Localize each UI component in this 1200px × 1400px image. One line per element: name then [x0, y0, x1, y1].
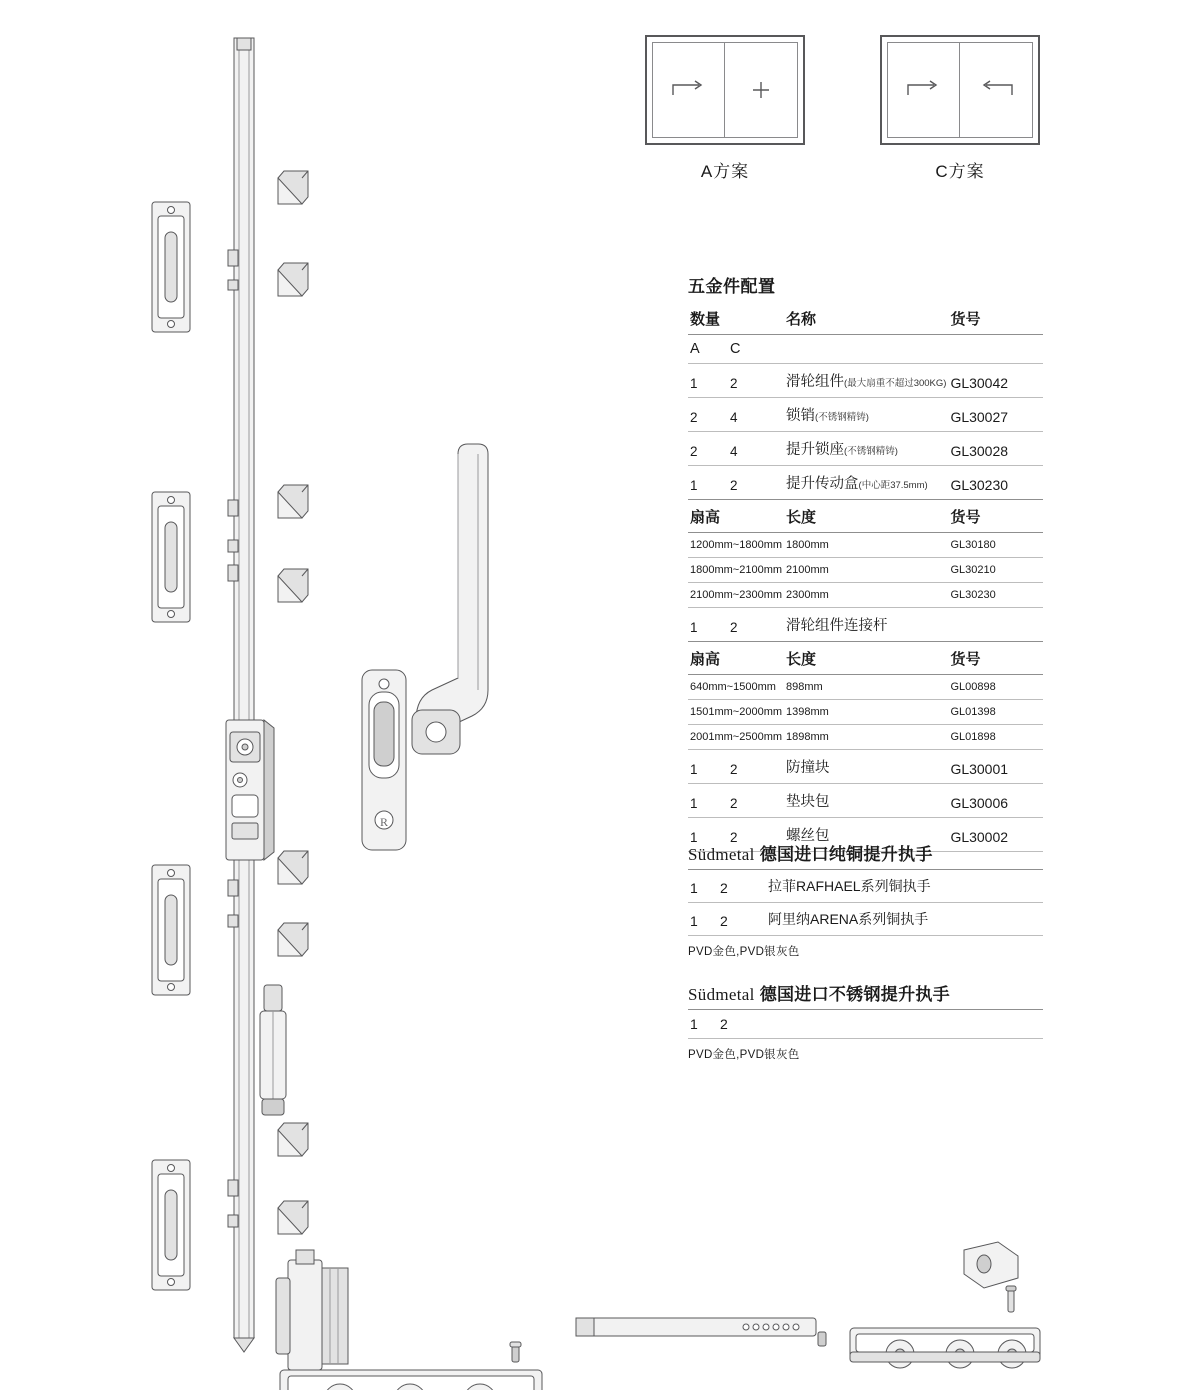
arrow-left-hook-icon [976, 79, 1016, 101]
table-row [688, 903, 1043, 936]
handle-drawing [362, 444, 488, 850]
brand-logo: Südmetal [688, 985, 755, 1004]
scheme-c-block [880, 35, 1040, 182]
cell-qty-c: 2 [728, 784, 784, 818]
cell-name: 提升传动盒(中心距37.5mm) [784, 466, 948, 500]
header-fan-height: 扇高 [688, 500, 784, 533]
cell-code: GL30230 [948, 583, 1043, 608]
cell-qty-a: 1 [688, 364, 728, 398]
table-row-connector [688, 608, 1043, 642]
cell-qty-c: 2 [718, 870, 766, 903]
scheme-a-caption: A方案 [700, 162, 750, 181]
cell-qty-a: 1 [688, 750, 728, 784]
table-row [688, 750, 1043, 784]
cell-length: 898mm [784, 675, 948, 700]
brass-handle-finish-note: PVD金色,PVD银灰色 [688, 946, 800, 958]
cell-qty-c: 2 [718, 1010, 766, 1039]
main-drive-rod [226, 38, 274, 1352]
scheme-a-frame [645, 35, 805, 145]
hardware-config-title: 五金件配置 [688, 277, 776, 296]
arrow-right-hook-icon [904, 79, 944, 101]
scheme-c-pane-2 [960, 43, 1032, 137]
cell-name [766, 1010, 1043, 1039]
plus-icon [741, 79, 781, 101]
steel-handle-finish-note: PVD金色,PVD银灰色 [688, 1049, 800, 1061]
brass-handle-table [688, 870, 1043, 936]
cell-code: GL30042 [948, 364, 1043, 398]
cell-qty-a: 1 [688, 903, 718, 936]
header-length: 长度 [784, 500, 948, 533]
cell-code: GL30006 [948, 784, 1043, 818]
steel-handle-title [688, 980, 1043, 1010]
cell-qty-a: 1 [688, 784, 728, 818]
roller-assembly-drawing [276, 1250, 542, 1390]
scheme-a-pane-2 [725, 43, 797, 137]
table-row [688, 1010, 1043, 1039]
cell-qty-c: 2 [728, 608, 784, 642]
cell-length: 1398mm [784, 700, 948, 725]
cell-height: 1200mm~1800mm [688, 533, 784, 558]
size-header-row-1 [688, 500, 1043, 533]
hardware-config-table-block [688, 272, 1043, 852]
cell-name: 螺丝包 [784, 818, 948, 852]
cell-code: GL30028 [948, 432, 1043, 466]
bumper-drawing [260, 985, 286, 1115]
brand-logo: Südmetal [688, 845, 755, 864]
table-row [688, 398, 1043, 432]
table-row [688, 675, 1043, 700]
cell-code: GL01898 [948, 725, 1043, 750]
table-row [688, 784, 1043, 818]
cell-height: 1501mm~2000mm [688, 700, 784, 725]
cell-qty-a: 1 [688, 466, 728, 500]
cell-scheme-c: C [728, 335, 784, 364]
bracket-drawing [964, 1242, 1018, 1312]
cell-qty-c: 2 [728, 466, 784, 500]
bottom-parts-panel [560, 1240, 1120, 1390]
cell-length: 1898mm [784, 725, 948, 750]
gearbox-drawing [226, 720, 274, 860]
header-code: 货号 [948, 302, 1043, 335]
steel-handle-table [688, 1010, 1043, 1039]
cell-code: GL30180 [948, 533, 1043, 558]
size-header-row-2 [688, 642, 1043, 675]
cell-qty-a: 2 [688, 398, 728, 432]
roller-carriage-drawing [850, 1328, 1040, 1368]
table-row-scheme-cols [688, 335, 1043, 364]
technical-drawing-panel [140, 20, 660, 1390]
cell-qty-a: 1 [688, 870, 718, 903]
header-name: 名称 [784, 302, 948, 335]
cell-code: GL30001 [948, 750, 1043, 784]
scheme-c-pane-1 [888, 43, 960, 137]
table-row [688, 432, 1043, 466]
arrow-right-hook-icon [669, 79, 709, 101]
cell-name: 提升锁座(不锈钢精铸) [784, 432, 948, 466]
cell-scheme-a: A [688, 335, 728, 364]
cell-name: 防撞块 [784, 750, 948, 784]
cell-code: GL00898 [948, 675, 1043, 700]
cell-length: 2300mm [784, 583, 948, 608]
cell-code: GL30210 [948, 558, 1043, 583]
table-row [688, 700, 1043, 725]
table-header-row [688, 302, 1043, 335]
header-fan-height: 扇高 [688, 642, 784, 675]
scheme-a-block [645, 35, 805, 182]
table-row [688, 533, 1043, 558]
table-row [688, 364, 1043, 398]
cell-qty-c: 2 [728, 750, 784, 784]
scheme-c-frame [880, 35, 1040, 145]
svg-text:R: R [379, 815, 389, 829]
strike-plate-group [152, 202, 190, 1290]
header-code: 货号 [948, 642, 1043, 675]
cell-name: 滑轮组件连接杆 [784, 608, 1043, 642]
cell-code: GL30230 [948, 466, 1043, 500]
cell-name: 阿里纳ARENA系列铜执手 [766, 903, 1043, 936]
brass-handle-title-text: 德国进口纯铜提升执手 [759, 845, 933, 864]
table-row [688, 558, 1043, 583]
cell-qty-c: 2 [728, 364, 784, 398]
header-code: 货号 [948, 500, 1043, 533]
cell-qty-a: 1 [688, 1010, 718, 1039]
scheme-c-caption: C方案 [935, 162, 985, 181]
cell-qty-a: 2 [688, 432, 728, 466]
cell-height: 1800mm~2100mm [688, 558, 784, 583]
table-row [688, 725, 1043, 750]
cell-qty-a: 1 [688, 818, 728, 852]
cell-length: 1800mm [784, 533, 948, 558]
cell-qty-c: 4 [728, 432, 784, 466]
cell-code: GL01398 [948, 700, 1043, 725]
cell-code: GL30027 [948, 398, 1043, 432]
cell-qty-c: 2 [718, 903, 766, 936]
brass-handle-title [688, 840, 1043, 870]
steel-handle-block [688, 980, 1043, 1062]
cell-qty-c: 2 [728, 818, 784, 852]
table-row [688, 466, 1043, 500]
cell-name: 垫块包 [784, 784, 948, 818]
header-length: 长度 [784, 642, 948, 675]
table-row [688, 583, 1043, 608]
brass-handle-block [688, 840, 1043, 959]
cell-name: 滑轮组件(最大扇重不超过300KG) [784, 364, 948, 398]
cell-qty-c: 4 [728, 398, 784, 432]
steel-handle-title-text: 德国进口不锈钢提升执手 [759, 985, 950, 1004]
cell-name: 锁销(不锈钢精铸) [784, 398, 948, 432]
cell-height: 640mm~1500mm [688, 675, 784, 700]
scheme-a-pane-1 [653, 43, 725, 137]
hardware-config-table [688, 302, 1043, 852]
cell-qty-a: 1 [688, 608, 728, 642]
table-row [688, 870, 1043, 903]
header-qty: 数量 [688, 302, 784, 335]
cell-length: 2100mm [784, 558, 948, 583]
cell-height: 2001mm~2500mm [688, 725, 784, 750]
cell-height: 2100mm~2300mm [688, 583, 784, 608]
connector-bar-drawing [576, 1318, 826, 1346]
cell-code: GL30002 [948, 818, 1043, 852]
cell-name: 拉菲RAFHAEL系列铜执手 [766, 870, 1043, 903]
